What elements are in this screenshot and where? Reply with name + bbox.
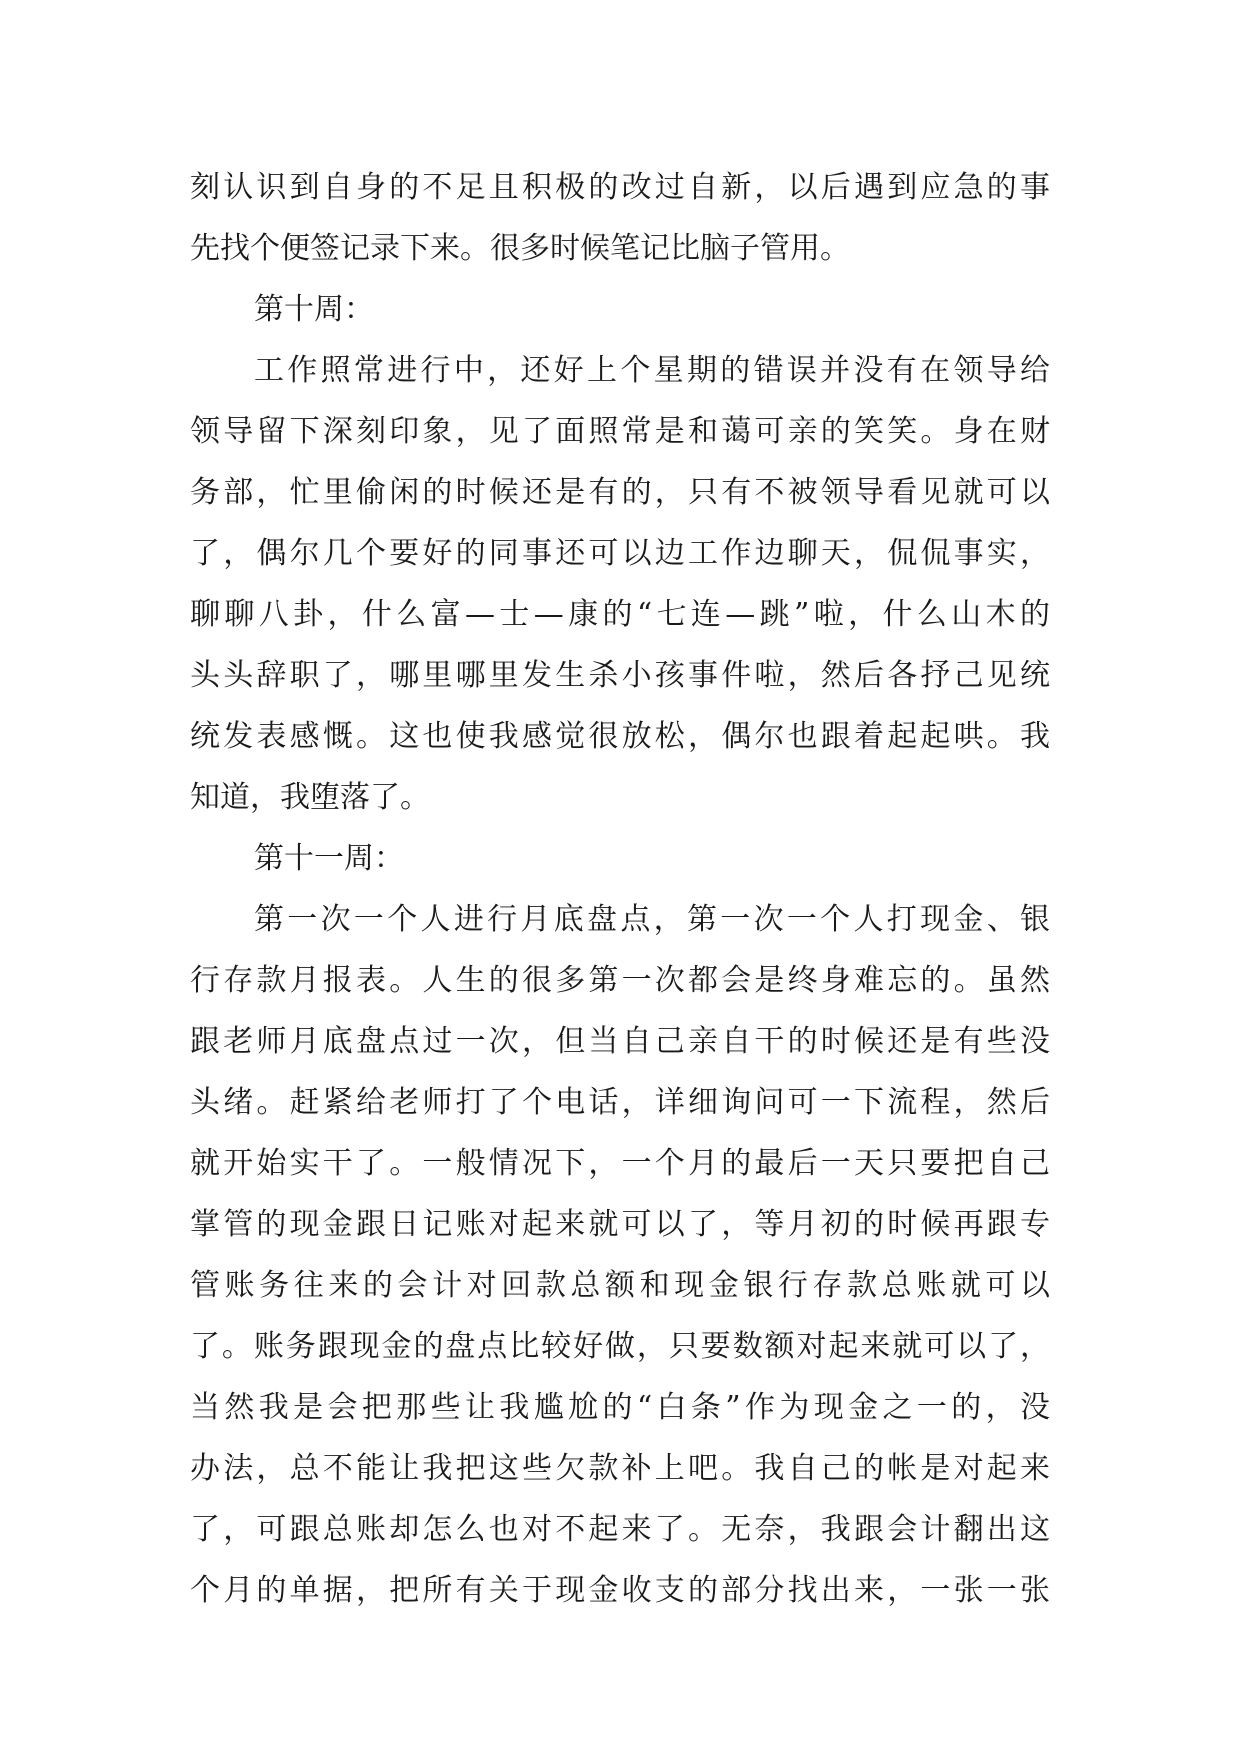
text-line: 了。账务跟现金的盘点比较好做，只要数额对起来就可以了， — [190, 1329, 1050, 1364]
text-line: 跟老师月底盘点过一次，但当自己亲自干的时候还是有些没 — [190, 1024, 1050, 1059]
text-line: 就开始实干了。一般情况下，一个月的最后一天只要把自己 — [190, 1146, 1050, 1181]
text-line: 头绪。赶紧给老师打了个电话，详细询问可一下流程，然后 — [190, 1085, 1050, 1120]
text-line: 办法，总不能让我把这些欠款补上吧。我自己的帐是对起来 — [190, 1451, 1050, 1486]
text-line: 统发表感慨。这也使我感觉很放松，偶尔也跟着起起哄。我 — [190, 719, 1050, 754]
text-line: 工作照常进行中，还好上个星期的错误并没有在领导给 — [254, 353, 1050, 388]
text-line: 行存款月报表。人生的很多第一次都会是终身难忘的。虽然 — [190, 963, 1050, 998]
text-line: 当然我是会把那些让我尴尬的“白条”作为现金之一的，没 — [190, 1390, 1050, 1425]
text-line: 了，偶尔几个要好的同事还可以边工作边聊天，侃侃事实， — [190, 536, 1050, 571]
text-line: 先找个便签记录下来。很多时候笔记比脑子管用。 — [190, 231, 850, 266]
text-line: 管账务往来的会计对回款总额和现金银行存款总账就可以 — [190, 1268, 1050, 1303]
text-line: 刻认识到自身的不足且积极的改过自新，以后遇到应急的事 — [190, 170, 1050, 205]
text-line: 头头辞职了，哪里哪里发生杀小孩事件啦，然后各抒己见统 — [190, 658, 1050, 693]
document-body — [190, 157, 1050, 1621]
text-line: 了，可跟总账却怎么也对不起来了。无奈，我跟会计翻出这 — [190, 1512, 1050, 1547]
section-heading: 第十周： — [254, 292, 374, 327]
text-line: 掌管的现金跟日记账对起来就可以了，等月初的时候再跟专 — [190, 1207, 1050, 1242]
text-line: 第一次一个人进行月底盘点，第一次一个人打现金、银 — [254, 902, 1050, 937]
text-line: 领导留下深刻印象，见了面照常是和蔼可亲的笑笑。身在财 — [190, 414, 1050, 449]
text-line: 聊聊八卦，什么富—士—康的“七连—跳”啦，什么山木的 — [190, 597, 1050, 632]
text-line: 个月的单据，把所有关于现金收支的部分找出来，一张一张 — [190, 1573, 1050, 1608]
text-line: 知道，我堕落了。 — [190, 780, 430, 815]
text-line: 务部，忙里偷闲的时候还是有的，只有不被领导看见就可以 — [190, 475, 1050, 510]
section-heading: 第十一周： — [254, 841, 404, 876]
